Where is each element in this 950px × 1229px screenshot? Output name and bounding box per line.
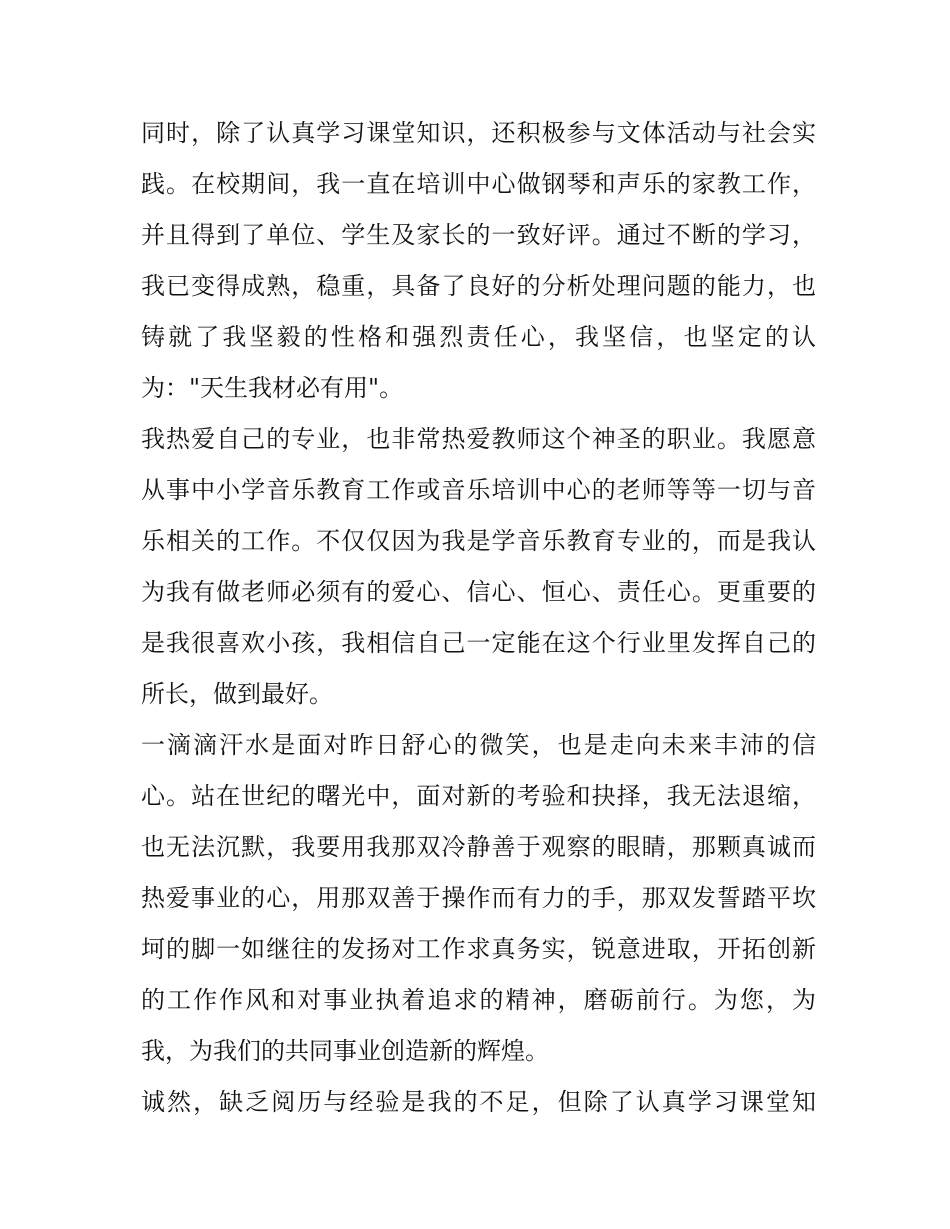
- text-line: 并且得到了单位、学生及家长的一致好评。通过不断的学习，: [141, 221, 816, 249]
- text-line: 铸就了我坚毅的性格和强烈责任心，我坚信，也坚定的认: [141, 323, 816, 351]
- text-line: 同时，除了认真学习课堂知识，还积极参与文体活动与社会实: [141, 119, 816, 147]
- text-line: 我，为我们的共同事业创造新的辉煌。: [141, 1037, 549, 1065]
- text-line: 从事中小学音乐教育工作或音乐培训中心的老师等等一切与音: [141, 476, 816, 504]
- text-line: 践。在校期间，我一直在培训中心做钢琴和声乐的家教工作，: [141, 170, 816, 198]
- document-body: [141, 108, 816, 1128]
- paragraph-3: [141, 720, 816, 1077]
- text-line: 我已变得成熟，稳重，具备了良好的分析处理问题的能力，也: [141, 272, 816, 300]
- text-line: 热爱事业的心，用那双善于操作而有力的手，那双发誓踏平坎: [141, 884, 816, 912]
- text-line: 为："天生我材必有用"。: [141, 374, 404, 402]
- text-line: 为我有做老师必须有的爱心、信心、恒心、责任心。更重要的: [141, 578, 816, 606]
- paragraph-4: [141, 1077, 816, 1128]
- text-line: 所长，做到最好。: [141, 680, 333, 708]
- text-line: 诚然，缺乏阅历与经验是我的不足，但除了认真学习课堂知: [141, 1088, 816, 1116]
- text-line: 是我很喜欢小孩，我相信自己一定能在这个行业里发挥自己的: [141, 629, 816, 657]
- text-line: 也无法沉默，我要用我那双冷静善于观察的眼睛，那颗真诚而: [141, 833, 816, 861]
- text-line: 一滴滴汗水是面对昨日舒心的微笑，也是走向未来丰沛的信: [141, 731, 816, 759]
- text-line: 乐相关的工作。不仅仅因为我是学音乐教育专业的，而是我认: [141, 527, 816, 555]
- paragraph-1: [141, 108, 816, 414]
- paragraph-2: [141, 414, 816, 720]
- text-line: 坷的脚一如继往的发扬对工作求真务实，锐意进取，开拓创新: [141, 935, 816, 963]
- text-line: 我热爱自己的专业，也非常热爱教师这个神圣的职业。我愿意: [141, 425, 816, 453]
- text-line: 心。站在世纪的曙光中，面对新的考验和抉择，我无法退缩，: [141, 782, 816, 810]
- text-line: 的工作作风和对事业执着追求的精神，磨砺前行。为您，为: [141, 986, 816, 1014]
